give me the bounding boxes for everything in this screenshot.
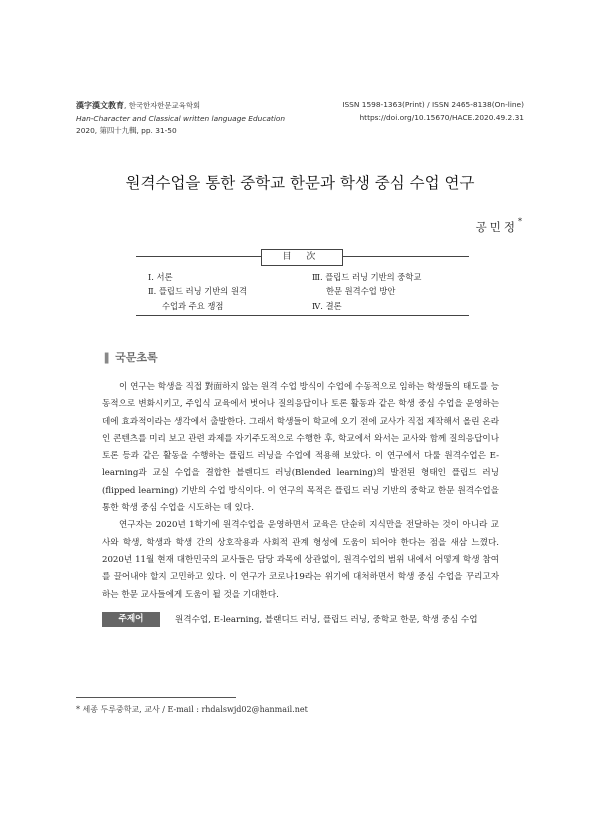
author-name: 공민정	[475, 220, 518, 234]
journal-name: 漢字漢文教育	[76, 100, 124, 110]
toc-item[interactable]	[148, 284, 247, 313]
toc-item-label: Ⅳ. 결론	[312, 300, 342, 311]
toc-left-column	[148, 270, 247, 313]
toc-item[interactable]	[312, 299, 421, 313]
author-footnote: * 세종 두루중학교, 교사 / E-mail : rhdalswjd02@hanmail.net	[76, 705, 308, 714]
toc-item-label: Ⅰ. 서론	[148, 272, 173, 282]
abstract-heading	[102, 349, 158, 365]
paper-title: 원격수업을 통한 중학교 한문과 학생 중심 수업 연구	[125, 174, 475, 192]
issn: ISSN 1598-1363(Print) / ISSN 2465-8138(On-line)	[342, 100, 524, 109]
abstract-paragraph: 이 연구는 학생을 직접 對面하지 않는 원격 수업 방식이 수업에 수동적으로 임하는 학생들의 태도를 능동적으로 변화시키고, 주입식 교육에서 벗어나 질의응답이나 토론 활동과 같은 학생 중심 수업을 운영하는 데에 효과적이라는 생각에서 출발한다. 그래서 학생들이 학교에 오기 전에 교사가 직접 제작해서 올린 온라인 콘텐츠를 미리 보고 관련 과제를 자기주도적으로 수행한 후, 학교에서 와서는 교사와 함께 질의응답이나 토론 등과 같은 활동을 수행하는 플립드 러닝을 수업에 적용해 보았다. 이 연구에서 다룰 원격수업은 E-learning과 교실 수업을 결합한 블렌디드 러닝(Blended learning)의 발전된 형태인 플립드 러닝(flipped learning) 기반의 수업 방식이다. 이 연구의 목적은 플립드 러닝 기반의 중학교 한문 원격수업을 통한 학생 중심 수업을 시도하는 데 있다.	[102, 382, 499, 514]
journal-english-name: Han-Character and Classical written language Education	[76, 113, 286, 123]
issn-doi-block	[342, 99, 524, 124]
keywords-row	[102, 612, 499, 629]
toc-right-column	[312, 270, 421, 313]
volume-info: 2020, 第四十九輯, pp. 31-50	[76, 126, 177, 135]
abstract-heading-text: 국문초록	[115, 351, 158, 364]
toc-item[interactable]	[148, 270, 247, 284]
keywords-label: 주제어	[102, 612, 160, 627]
society-name: 한국한자한문교육학회	[128, 101, 201, 110]
keywords-text: 원격수업, E-learning, 블랜디드 러닝, 플립드 러닝, 중학교 한문, 학생 중심 수업	[175, 615, 478, 625]
toc-item-label: Ⅲ. 플립드 러닝 기반의 중학교	[312, 272, 422, 282]
footnote-divider	[76, 697, 236, 698]
journal-header	[76, 99, 285, 138]
toc-item-label-cont: 한문 원격수업 방안	[326, 286, 396, 297]
toc-heading: 目 次	[261, 249, 343, 266]
author-footnote-mark: *	[518, 217, 522, 227]
abstract-paragraph: 연구자는 2020년 1학기에 원격수업을 운영하면서 교육은 단순히 지식만을 전달하는 것이 아니라 교사와 학생, 학생과 학생 간의 상호작용과 사회적 관계 형성에 도움이 되어야 한다는 점을 새삼 느꼈다. 2020년 11월 현재 대한민국의 교사들은 담당 과목에 상관없이, 원격수업의 범위 내에서 어떻게 학생 참여를 끌어내야 할지 고민하고 있다. 이 연구가 코로나19라는 위기에 대처하면서 학생 중심 수업을 꾸리고자 하는 한문 교사들에게 도움이 될 것을 기대한다.	[102, 520, 499, 600]
table-of-contents	[136, 252, 469, 316]
toc-item-label-cont: 수업과 주요 쟁점	[162, 300, 224, 311]
toc-item-label: Ⅱ. 플립드 러닝 기반의 원격	[148, 286, 247, 297]
heading-bar-icon: ❚	[102, 351, 112, 364]
toc-item[interactable]	[312, 270, 421, 299]
author	[476, 219, 522, 235]
doi-link[interactable]: https://doi.org/10.15670/HACE.2020.49.2.31	[359, 112, 524, 122]
journal-line: 漢字漢文教育, 한국한자한문교육학회	[76, 100, 201, 110]
abstract-body	[102, 379, 499, 604]
